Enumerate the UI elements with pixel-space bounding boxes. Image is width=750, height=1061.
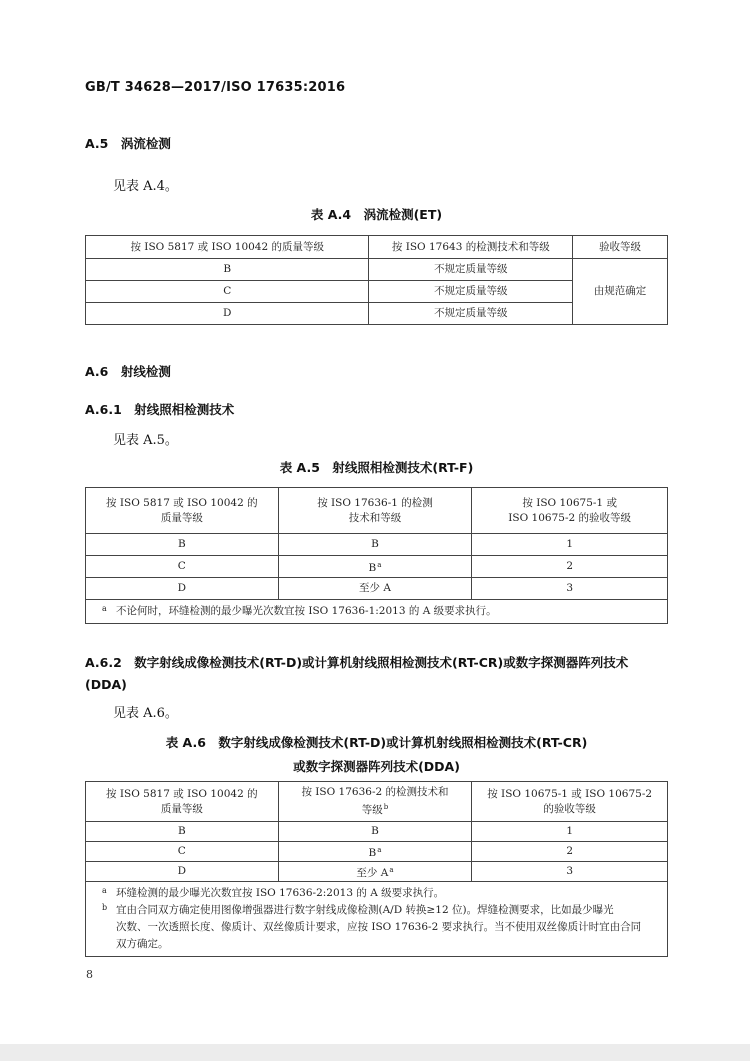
section-a61-heading: A.6.1 射线照相检测技术 <box>85 402 235 417</box>
cell-text: B <box>368 561 377 574</box>
table-cell-acceptance: 1 <box>472 822 668 842</box>
header-line: 按 ISO 17636-2 的检测技术和 <box>301 786 449 798</box>
table-cell-quality: D <box>86 862 279 882</box>
table-cell-technique: 不规定质量等级 <box>369 281 573 303</box>
footnote-marker: b <box>102 903 108 912</box>
table-a4-title: 表 A.4 涡流检测(ET) <box>310 207 443 222</box>
footnote-marker: a <box>102 886 107 895</box>
table-row <box>86 578 668 600</box>
table-a4-header-technique: 按 ISO 17643 的检测技术和等级 <box>369 236 573 259</box>
table-cell-technique <box>278 556 472 578</box>
table-a5-header-technique <box>278 488 472 534</box>
section-a61-reference: 见表 A.5。 <box>113 433 178 448</box>
table-a4-header-row <box>86 236 668 259</box>
table-a6-header-row <box>86 782 668 822</box>
header-line: 等级 <box>361 804 383 816</box>
table-row <box>86 556 668 578</box>
table-a6-title <box>85 731 668 779</box>
heading-line: A.6.2 数字射线成像检测技术(RT-D)或计算机射线照相检测技术(RT-CR)或数字探测器阵列技术 <box>85 655 629 670</box>
table-a4-header-acceptance: 验收等级 <box>573 236 668 259</box>
table-cell-quality: C <box>86 842 279 862</box>
section-a62-heading <box>85 652 628 696</box>
section-a5-reference: 见表 A.4。 <box>113 179 178 194</box>
table-a5-title: 表 A.5 射线照相检测技术(RT-F) <box>279 460 474 475</box>
table-cell-technique: 不规定质量等级 <box>369 259 573 281</box>
cell-text: B <box>368 846 377 859</box>
table-cell-acceptance: 2 <box>472 842 668 862</box>
table-a5-header-row <box>86 488 668 534</box>
table-cell-quality: B <box>86 822 279 842</box>
table-cell-quality: D <box>86 578 279 600</box>
table-cell-acceptance: 1 <box>472 534 668 556</box>
table-cell-technique: 至少 A <box>278 578 472 600</box>
footnote-marker: a <box>377 560 382 569</box>
page-bottom-band <box>0 1044 750 1061</box>
footnote-text-line: 双方确定。 <box>116 938 169 950</box>
footnote-text-line: 宜由合同双方确定使用图像增强器进行数字射线成像检测(A/D 转换≥12 位)。焊缝检测要求，比如最少曝光 <box>116 904 614 916</box>
heading-line: (DDA) <box>85 677 127 692</box>
table-a5-notes-row <box>86 600 668 624</box>
table-a4 <box>85 235 668 325</box>
header-line: 的验收等级 <box>543 802 596 815</box>
table-cell-quality: B <box>86 259 369 281</box>
footnote-marker: b <box>383 803 389 811</box>
header-line: 质量等级 <box>160 511 203 524</box>
footnote <box>100 902 653 953</box>
footnote-text: 不论何时，环缝检测的最少曝光次数宜按 ISO 17636-1:2013 的 A 级要求执行。 <box>116 605 497 617</box>
table-a6-header-quality <box>86 782 279 822</box>
footnote-marker: a <box>102 604 107 613</box>
footnote <box>100 885 653 902</box>
table-cell-acceptance: 2 <box>472 556 668 578</box>
header-line: ISO 10675-2 的验收等级 <box>508 511 632 524</box>
footnote-marker: a <box>377 845 382 854</box>
header-line: 技术和等级 <box>348 511 402 524</box>
footnote-marker: a <box>389 865 394 874</box>
table-a4-merged-acceptance: 由规范确定 <box>573 259 668 325</box>
table-row <box>86 842 668 862</box>
table-a6 <box>85 781 668 957</box>
table-a6-notes-row <box>86 882 668 957</box>
table-a6-notes <box>86 882 668 957</box>
footnote-text: 环缝检测的最少曝光次数宜按 ISO 17636-2:2013 的 A 级要求执行。 <box>116 887 445 899</box>
title-line: 表 A.6 数字射线成像检测技术(RT-D)或计算机射线照相检测技术(RT-CR) <box>165 735 588 750</box>
header-line: 质量等级 <box>160 802 203 815</box>
table-cell-acceptance: 3 <box>472 862 668 882</box>
table-a6-header-acceptance <box>472 782 668 822</box>
footnote <box>100 603 653 620</box>
table-cell-technique: B <box>278 822 472 842</box>
page-number: 8 <box>86 968 93 981</box>
table-row <box>86 822 668 842</box>
title-line: 或数字探测器阵列技术(DDA) <box>293 759 460 774</box>
table-row <box>86 534 668 556</box>
table-cell-quality: C <box>86 281 369 303</box>
table-a5 <box>85 487 668 624</box>
section-a6-heading: A.6 射线检测 <box>85 364 171 379</box>
table-cell-technique: B <box>278 534 472 556</box>
table-row <box>86 862 668 882</box>
table-cell-technique <box>278 862 472 882</box>
table-row <box>86 259 668 281</box>
table-cell-quality: D <box>86 303 369 325</box>
table-a5-notes <box>86 600 668 624</box>
header-line: 按 ISO 5817 或 ISO 10042 的 <box>106 787 258 800</box>
header-line: 按 ISO 17636-1 的检测 <box>317 496 433 509</box>
table-cell-quality: C <box>86 556 279 578</box>
footnote-text-line: 次数、一次透照长度、像质计、双丝像质计要求，应按 ISO 17636-2 要求执行。当不使用双丝像质计时宜由合同 <box>116 921 642 933</box>
table-a6-header-technique <box>278 782 472 822</box>
table-a5-header-acceptance <box>472 488 668 534</box>
table-cell-acceptance: 3 <box>472 578 668 600</box>
table-cell-quality: B <box>86 534 279 556</box>
section-a62-reference: 见表 A.6。 <box>113 706 178 721</box>
table-cell-technique: 不规定质量等级 <box>369 303 573 325</box>
table-cell-technique <box>278 842 472 862</box>
header-line: 按 ISO 10675-1 或 ISO 10675-2 <box>487 787 653 800</box>
header-line: 按 ISO 5817 或 ISO 10042 的 <box>106 496 258 509</box>
table-a4-header-quality: 按 ISO 5817 或 ISO 10042 的质量等级 <box>86 236 369 259</box>
section-a5-heading: A.5 涡流检测 <box>85 136 171 151</box>
header-line: 按 ISO 10675-1 或 <box>522 496 617 509</box>
table-a5-header-quality <box>86 488 279 534</box>
cell-text: 至少 A <box>356 866 389 879</box>
standard-number-header: GB/T 34628—2017/ISO 17635:2016 <box>85 80 346 95</box>
